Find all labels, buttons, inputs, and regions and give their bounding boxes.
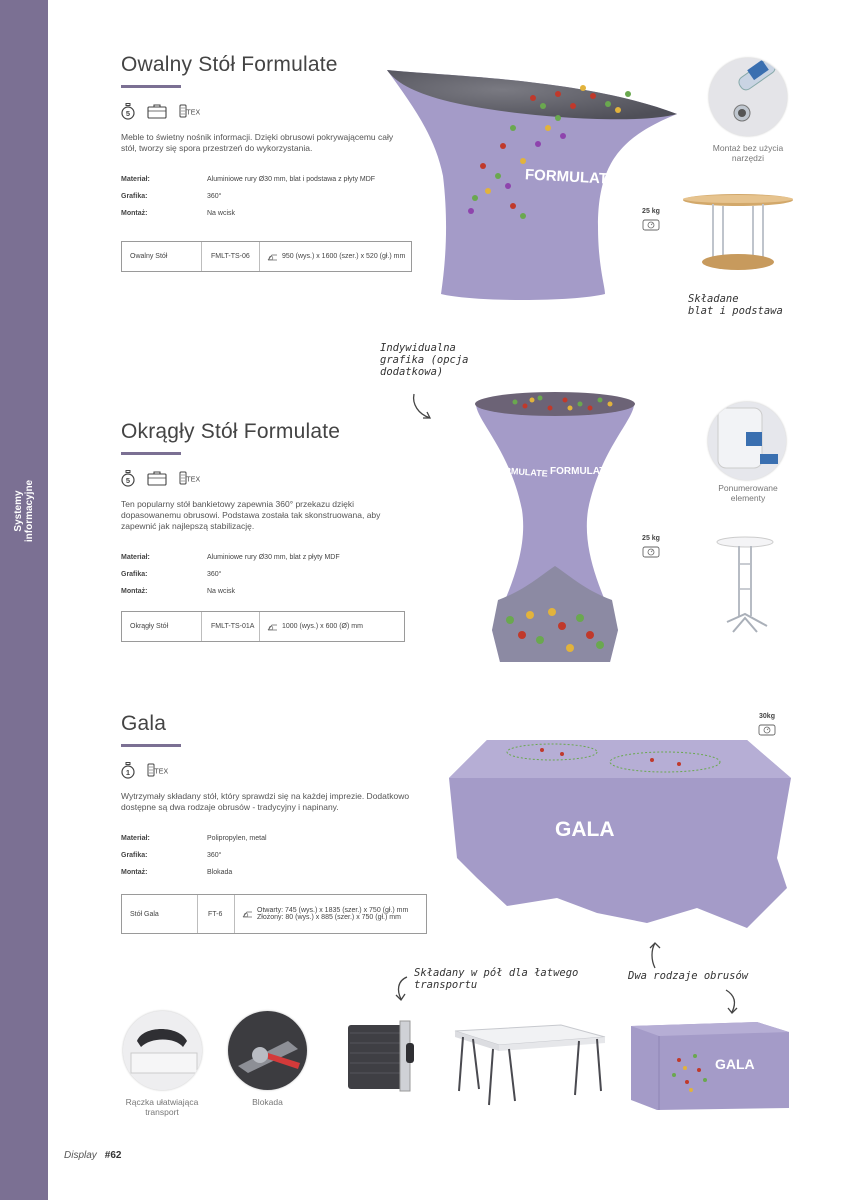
stopwatch-count: 1 xyxy=(125,767,131,777)
section-round-table xyxy=(121,420,451,605)
oval-print-text: FORMULATE xyxy=(524,166,619,189)
dimensions-icon xyxy=(267,253,278,261)
gala-print-text: GALA xyxy=(555,818,615,841)
spec-value: Blokada xyxy=(207,869,233,876)
handle-icon xyxy=(123,1011,202,1090)
weight-badge-gala xyxy=(755,713,779,738)
arrow-down-right-icon xyxy=(722,988,742,1016)
weight-value: 30kg xyxy=(759,713,775,720)
caption-lock: Blokada xyxy=(252,1097,283,1107)
title-underline xyxy=(121,744,181,747)
spec-row-graphic xyxy=(121,852,451,869)
section-description: Meble to świetny nośnik informacji. Dzięki obrusowi pokrywającemu cały stół, tworzy się spora przestrzeń do wykorzystania. xyxy=(121,132,394,153)
spec-list xyxy=(121,554,451,605)
stopwatch-count: 5 xyxy=(125,475,131,485)
page-number: #62 xyxy=(104,1150,122,1161)
stopwatch-icon xyxy=(121,103,135,120)
product-dimensions xyxy=(260,623,404,631)
weight-value: 25 kg xyxy=(642,535,660,542)
sidebar-label xyxy=(6,456,42,566)
spec-value: Na wcisk xyxy=(207,210,236,217)
dimensions-text: 950 (wys.) x 1600 (szer.) x 520 (gł.) mm xyxy=(282,253,406,260)
note-foldable: Składane blat i podstawa xyxy=(688,293,783,317)
briefcase-icon xyxy=(147,470,167,486)
lock-icon xyxy=(228,1011,307,1090)
arrow-down-left-icon xyxy=(393,975,411,1003)
sidebar-line-2: informacyjne xyxy=(24,479,35,543)
spec-value: Na wcisk xyxy=(207,588,236,595)
gala-fitted-cover-image xyxy=(629,1020,791,1112)
caption-tool-free: Montaż bez użycia narzędzi xyxy=(712,143,784,163)
spec-key: Materiał: xyxy=(121,835,150,842)
note-fold-half: Składany w pół dla łatwego transportu xyxy=(414,967,579,991)
feature-icons xyxy=(121,761,451,779)
spec-value: 360° xyxy=(207,193,222,200)
gala-small-print-text: GALA xyxy=(715,1056,755,1072)
section-gala xyxy=(121,712,451,886)
numbered-parts-icon xyxy=(708,402,786,480)
spec-row-mounting xyxy=(121,588,451,605)
dimensions-folded: Złożony: 80 (wys.) x 885 (szer.) x 750 (gł.) mm xyxy=(257,914,401,921)
round-print-text-1: FORMULATE xyxy=(491,464,549,479)
product-code: FT-6 xyxy=(198,895,235,933)
spec-value: 360° xyxy=(207,852,222,859)
note-two-covers: Dwa rodzaje obrusów xyxy=(628,970,749,982)
spec-row-mounting xyxy=(121,869,451,886)
spec-key: Grafika: xyxy=(121,571,148,578)
note-custom-graphic: Indywidualna grafika (opcja dodatkowa) xyxy=(380,342,469,378)
weight-badge-oval xyxy=(639,208,663,233)
arrow-up-icon xyxy=(645,940,665,970)
spec-row-material xyxy=(121,835,451,852)
tube-connector-icon xyxy=(709,58,787,136)
spec-list xyxy=(121,835,451,886)
dimensions-text xyxy=(257,907,408,921)
product-table-gala xyxy=(121,894,427,934)
product-code: FMLT-TS-06 xyxy=(202,242,260,271)
round-frame-image xyxy=(715,534,777,636)
round-print-text-2: FORMULATE xyxy=(550,466,613,477)
section-description: Wytrzymały składany stół, który sprawdzi się na każdej imprezie. Dodatkowo dostępne są dwa rodzaje obrusów - tradycyjny i napinany. xyxy=(121,791,410,812)
weight-badge-round xyxy=(639,535,663,560)
dimensions-icon xyxy=(242,910,253,918)
open-table-image xyxy=(449,1021,609,1109)
spec-value: Polipropylen, metal xyxy=(207,835,267,842)
dimensions-open: Otwarty: 745 (wys.) x 1835 (szer.) x 750 (gł.) mm xyxy=(257,907,409,914)
spec-key: Materiał: xyxy=(121,554,150,561)
scale-icon xyxy=(758,722,776,736)
footer-category: Display xyxy=(64,1150,97,1161)
lock-photo xyxy=(228,1011,307,1090)
weight-value: 25 kg xyxy=(642,208,660,215)
spec-key: Montaż: xyxy=(121,210,148,217)
textile-label: TEX xyxy=(186,476,201,484)
briefcase-icon xyxy=(147,103,167,119)
numbered-elements-photo xyxy=(708,402,786,480)
scale-icon xyxy=(642,217,660,231)
stopwatch-count: 5 xyxy=(125,108,131,118)
oval-table-image xyxy=(383,66,683,302)
spec-value: Aluminiowe rury Ø30 mm, blat i podstawa z płyty MDF xyxy=(207,176,376,183)
section-description: Ten popularny stół bankietowy zapewnia 360° przekazu dzięki dopasowanemu obrusowi. Podstawa została tak skonstruowana, aby zapewnić jak najlepszą stabilizację. xyxy=(121,499,381,531)
caption-numbered: Ponumerowane elementy xyxy=(718,483,778,503)
textile-label: TEX xyxy=(154,768,169,776)
textile-icon xyxy=(147,762,173,778)
spec-key: Grafika: xyxy=(121,193,148,200)
caption-handle: Rączka ułatwiająca transport xyxy=(125,1097,199,1117)
product-table-oval xyxy=(121,241,412,272)
product-table-round xyxy=(121,611,405,642)
page-footer xyxy=(64,1150,121,1161)
textile-label: TEX xyxy=(186,109,201,117)
handle-photo xyxy=(123,1011,202,1090)
textile-icon xyxy=(179,103,205,119)
sidebar-line-1: Systemy xyxy=(13,490,24,532)
spec-key: Materiał: xyxy=(121,176,150,183)
tool-free-photo xyxy=(709,58,787,136)
spec-row-material xyxy=(121,554,451,571)
section-title: Gala xyxy=(121,712,167,735)
title-underline xyxy=(121,452,181,455)
round-table-image xyxy=(470,390,640,666)
section-title: Owalny Stół Formulate xyxy=(121,53,338,76)
product-name: Owalny Stół xyxy=(122,242,202,271)
stopwatch-icon xyxy=(121,762,135,779)
textile-icon xyxy=(179,470,205,486)
product-dimensions xyxy=(235,907,426,921)
scale-icon xyxy=(642,544,660,558)
spec-value: 360° xyxy=(207,571,222,578)
product-code: FMLT-TS-01A xyxy=(202,612,260,641)
spec-key: Montaż: xyxy=(121,869,148,876)
spec-key: Montaż: xyxy=(121,588,148,595)
spec-value: Aluminiowe rury Ø30 mm, blat z płyty MDF xyxy=(207,554,340,561)
folded-table-image xyxy=(340,1013,422,1095)
spec-key: Grafika: xyxy=(121,852,148,859)
product-name: Stół Gala xyxy=(122,895,198,933)
stopwatch-icon xyxy=(121,470,135,487)
spec-row-graphic xyxy=(121,571,451,588)
oval-frame-image xyxy=(683,190,795,274)
product-name: Okrągły Stół xyxy=(122,612,202,641)
gala-table-image xyxy=(447,738,792,934)
title-underline xyxy=(121,85,181,88)
dimensions-icon xyxy=(267,623,278,631)
feature-icons xyxy=(121,469,451,487)
dimensions-text: 1000 (wys.) x 600 (Ø) mm xyxy=(282,623,363,630)
sidebar xyxy=(0,0,48,1200)
arrow-down-icon xyxy=(408,392,436,422)
section-title: Okrągły Stół Formulate xyxy=(121,420,341,443)
